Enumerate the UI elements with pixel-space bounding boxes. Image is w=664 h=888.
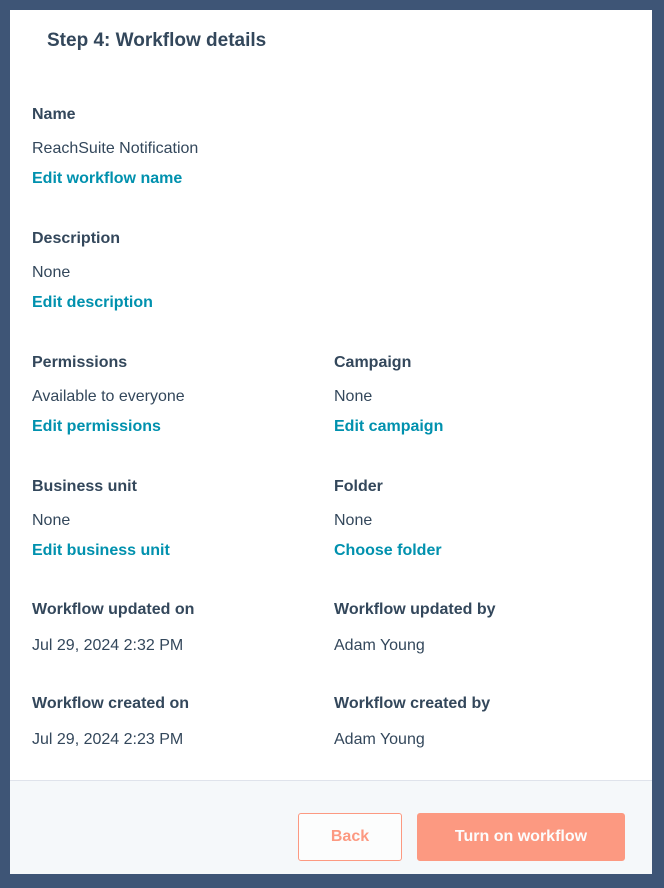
folder-value: None [334,512,373,529]
created-on-value: Jul 29, 2024 2:23 PM [32,731,184,748]
updated-on-section [32,600,194,656]
permissions-value: Available to everyone [32,388,185,405]
description-label: Description [32,230,121,247]
edit-campaign-link[interactable]: Edit campaign [334,418,444,435]
campaign-label: Campaign [334,354,412,371]
permissions-label: Permissions [32,354,128,371]
edit-permissions-link[interactable]: Edit permissions [32,418,161,435]
updated-by-section [334,600,495,656]
name-section [32,105,198,189]
created-by-value: Adam Young [334,731,425,748]
business-unit-section [32,477,170,561]
campaign-value: None [334,388,373,405]
name-value: ReachSuite Notification [32,140,199,157]
permissions-section [32,353,185,437]
edit-workflow-name-link[interactable]: Edit workflow name [32,170,183,187]
back-button[interactable]: Back [298,813,402,861]
business-unit-label: Business unit [32,478,137,495]
turn-on-workflow-button[interactable]: Turn on workflow [417,813,625,861]
created-on-section [32,694,189,750]
campaign-section [334,353,443,437]
updated-on-label: Workflow updated on [32,601,195,618]
folder-label: Folder [334,478,383,495]
edit-business-unit-link[interactable]: Edit business unit [32,542,170,559]
description-section [32,229,153,313]
created-on-label: Workflow created on [32,695,190,712]
folder-section [334,477,442,561]
updated-by-label: Workflow updated by [334,601,496,618]
name-label: Name [32,106,76,123]
updated-by-value: Adam Young [334,637,425,654]
workflow-details-panel [10,10,652,874]
business-unit-value: None [32,512,71,529]
edit-description-link[interactable]: Edit description [32,294,153,311]
updated-on-value: Jul 29, 2024 2:32 PM [32,637,184,654]
created-by-section [334,694,490,750]
footer-bar [10,780,652,874]
choose-folder-link[interactable]: Choose folder [334,542,442,559]
step-title: Step 4: Workflow details [47,30,267,51]
created-by-label: Workflow created by [334,695,491,712]
description-value: None [32,264,71,281]
